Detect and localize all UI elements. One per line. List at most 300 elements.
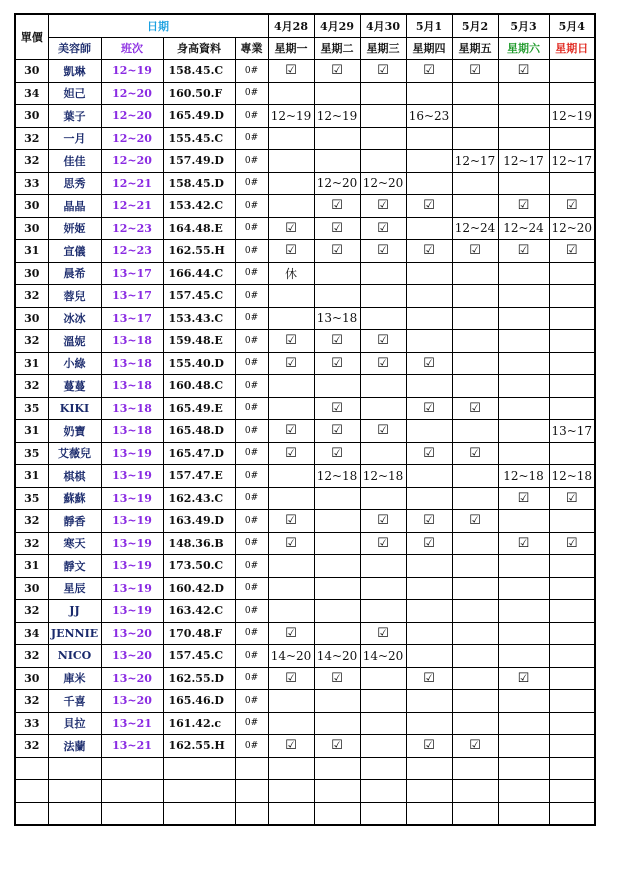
body-data-cell: 163.42.C (163, 600, 235, 623)
checkbox-checked-icon: ☑ (549, 240, 595, 263)
price-cell: 32 (15, 285, 48, 308)
specialty-cell: 0# (235, 532, 268, 555)
specialty-cell: 0# (235, 645, 268, 668)
day-cell (452, 105, 498, 128)
table-row (15, 532, 595, 555)
checkbox-checked-icon: ☑ (360, 60, 406, 83)
day-cell (360, 397, 406, 420)
stylist-name: 千喜 (48, 690, 101, 713)
weekday-header: 星期五 (452, 37, 498, 60)
empty-cell (163, 780, 235, 803)
day-cell (314, 285, 360, 308)
day-cell (549, 555, 595, 578)
day-cell (314, 127, 360, 150)
day-cell (498, 600, 549, 623)
day-cell (360, 667, 406, 690)
day-cell (549, 330, 595, 353)
body-data-cell: 157.45.C (163, 285, 235, 308)
stylist-name: 蓉兒 (48, 285, 101, 308)
table-row (15, 240, 595, 263)
stylist-name: 棋棋 (48, 465, 101, 488)
day-cell (452, 285, 498, 308)
day-cell (452, 465, 498, 488)
day-cell (549, 622, 595, 645)
day-cell (452, 330, 498, 353)
day-cell (498, 82, 549, 105)
table-row (15, 555, 595, 578)
shift-cell: 12~21 (101, 195, 163, 218)
price-cell: 32 (15, 532, 48, 555)
body-data-cell: 162.43.C (163, 487, 235, 510)
table-row (15, 150, 595, 173)
checkbox-checked-icon: ☑ (498, 487, 549, 510)
specialty-cell: 0# (235, 712, 268, 735)
day-cell (498, 285, 549, 308)
empty-cell (452, 757, 498, 780)
date-header: 5月4 (549, 14, 595, 37)
specialty-cell: 0# (235, 262, 268, 285)
day-cell (498, 262, 549, 285)
day-cell (268, 690, 314, 713)
shift-cell: 13~19 (101, 442, 163, 465)
day-cell (360, 712, 406, 735)
shift-header: 班次 (101, 37, 163, 60)
day-cell (360, 487, 406, 510)
body-data-cell: 162.55.H (163, 240, 235, 263)
day-cell (360, 127, 406, 150)
shift-cell: 13~18 (101, 397, 163, 420)
header-row-bottom (15, 37, 595, 60)
table-row (15, 577, 595, 600)
table-row (15, 712, 595, 735)
specialty-cell: 0# (235, 82, 268, 105)
day-cell (549, 307, 595, 330)
day-cell: 16~23 (406, 105, 452, 128)
empty-row (15, 802, 595, 825)
specialty-cell: 0# (235, 127, 268, 150)
day-cell: 12~20 (549, 217, 595, 240)
specialty-cell: 0# (235, 600, 268, 623)
day-cell (314, 262, 360, 285)
stylist-name: 法蘭 (48, 735, 101, 758)
shift-cell: 13~20 (101, 667, 163, 690)
checkbox-checked-icon: ☑ (314, 735, 360, 758)
empty-cell (268, 780, 314, 803)
empty-cell (268, 757, 314, 780)
price-cell: 32 (15, 375, 48, 398)
day-cell (360, 600, 406, 623)
day-cell (406, 285, 452, 308)
body-data-cell: 165.49.E (163, 397, 235, 420)
empty-cell (48, 757, 101, 780)
price-cell: 32 (15, 127, 48, 150)
weekday-header-sunday: 星期日 (549, 37, 595, 60)
stylist-name: 妍姬 (48, 217, 101, 240)
day-cell (498, 352, 549, 375)
price-cell: 32 (15, 600, 48, 623)
stylist-name: 蘇蘇 (48, 487, 101, 510)
day-cell (452, 487, 498, 510)
day-cell (549, 690, 595, 713)
day-cell: 12~24 (498, 217, 549, 240)
day-cell (549, 645, 595, 668)
body-header: 身高資料 (163, 37, 235, 60)
table-row (15, 262, 595, 285)
stylist-name: 晨希 (48, 262, 101, 285)
checkbox-checked-icon: ☑ (268, 622, 314, 645)
day-cell (360, 442, 406, 465)
day-cell: 14~20 (268, 645, 314, 668)
empty-row (15, 780, 595, 803)
body-data-cell: 161.42.c (163, 712, 235, 735)
day-cell (549, 262, 595, 285)
day-cell (452, 645, 498, 668)
day-cell (360, 307, 406, 330)
checkbox-checked-icon: ☑ (314, 60, 360, 83)
empty-cell (48, 802, 101, 825)
day-cell (452, 82, 498, 105)
shift-cell: 13~20 (101, 645, 163, 668)
day-cell (406, 487, 452, 510)
day-cell (498, 397, 549, 420)
day-cell (549, 600, 595, 623)
stylist-name: 葉子 (48, 105, 101, 128)
checkbox-checked-icon: ☑ (314, 330, 360, 353)
day-cell (360, 375, 406, 398)
stylist-name: 妲己 (48, 82, 101, 105)
day-cell (406, 375, 452, 398)
checkbox-checked-icon: ☑ (314, 397, 360, 420)
date-header: 5月2 (452, 14, 498, 37)
day-cell: 14~20 (314, 645, 360, 668)
day-cell (314, 150, 360, 173)
table-row (15, 667, 595, 690)
day-cell: 12~17 (452, 150, 498, 173)
empty-cell (549, 780, 595, 803)
day-cell (268, 150, 314, 173)
price-cell: 31 (15, 420, 48, 443)
date-header: 4月29 (314, 14, 360, 37)
day-cell (549, 127, 595, 150)
specialty-cell: 0# (235, 442, 268, 465)
schedule-rows (15, 60, 595, 826)
price-cell: 30 (15, 105, 48, 128)
table-row (15, 285, 595, 308)
price-cell: 32 (15, 510, 48, 533)
empty-cell (549, 802, 595, 825)
empty-cell (48, 780, 101, 803)
table-row (15, 60, 595, 83)
specialty-cell: 0# (235, 217, 268, 240)
day-cell (406, 150, 452, 173)
day-cell (314, 690, 360, 713)
body-data-cell: 155.40.D (163, 352, 235, 375)
day-cell (452, 195, 498, 218)
day-cell (406, 645, 452, 668)
day-cell (498, 555, 549, 578)
day-cell (549, 352, 595, 375)
checkbox-checked-icon: ☑ (406, 667, 452, 690)
day-cell (452, 307, 498, 330)
stylist-name: JJ (48, 600, 101, 623)
price-cell: 31 (15, 240, 48, 263)
checkbox-checked-icon: ☑ (314, 217, 360, 240)
specialty-cell: 0# (235, 667, 268, 690)
checkbox-checked-icon: ☑ (360, 352, 406, 375)
table-row (15, 622, 595, 645)
body-data-cell: 157.45.C (163, 645, 235, 668)
day-cell (452, 690, 498, 713)
price-cell: 30 (15, 667, 48, 690)
stylist-name: JENNIE (48, 622, 101, 645)
specialty-cell: 0# (235, 195, 268, 218)
day-cell (406, 622, 452, 645)
empty-cell (498, 757, 549, 780)
table-row (15, 105, 595, 128)
checkbox-checked-icon: ☑ (452, 240, 498, 263)
empty-cell (15, 802, 48, 825)
empty-cell (235, 802, 268, 825)
empty-row (15, 757, 595, 780)
body-data-cell: 163.49.D (163, 510, 235, 533)
checkbox-checked-icon: ☑ (268, 330, 314, 353)
specialty-cell: 0# (235, 330, 268, 353)
day-cell (314, 622, 360, 645)
day-cell (549, 442, 595, 465)
shift-cell: 13~19 (101, 465, 163, 488)
body-data-cell: 165.49.D (163, 105, 235, 128)
table-row (15, 307, 595, 330)
checkbox-checked-icon: ☑ (360, 622, 406, 645)
day-cell (452, 600, 498, 623)
price-cell: 30 (15, 577, 48, 600)
day-cell (268, 82, 314, 105)
stylist-name: 靜香 (48, 510, 101, 533)
day-cell (360, 262, 406, 285)
day-cell (268, 172, 314, 195)
empty-cell (452, 802, 498, 825)
day-cell (268, 127, 314, 150)
date-header: 5月3 (498, 14, 549, 37)
day-cell (498, 330, 549, 353)
body-data-cell: 164.48.E (163, 217, 235, 240)
body-data-cell: 158.45.C (163, 60, 235, 83)
body-data-cell: 158.45.D (163, 172, 235, 195)
specialty-header: 專業 (235, 37, 268, 60)
body-data-cell: 165.47.D (163, 442, 235, 465)
day-cell: 休 (268, 262, 314, 285)
stylist-name: 蔓蔓 (48, 375, 101, 398)
table-row (15, 420, 595, 443)
shift-cell: 13~18 (101, 352, 163, 375)
day-cell (498, 735, 549, 758)
day-cell (406, 577, 452, 600)
body-data-cell: 165.46.D (163, 690, 235, 713)
day-cell (406, 82, 452, 105)
day-cell (406, 172, 452, 195)
stylist-name: 靜文 (48, 555, 101, 578)
body-data-cell: 153.43.C (163, 307, 235, 330)
price-cell: 32 (15, 735, 48, 758)
day-cell: 12~17 (498, 150, 549, 173)
empty-cell (406, 780, 452, 803)
day-cell (406, 690, 452, 713)
day-cell (452, 532, 498, 555)
body-data-cell: 159.48.E (163, 330, 235, 353)
day-cell: 12~18 (498, 465, 549, 488)
checkbox-checked-icon: ☑ (314, 240, 360, 263)
stylist-name: KIKI (48, 397, 101, 420)
body-data-cell: 162.55.H (163, 735, 235, 758)
weekday-header-saturday: 星期六 (498, 37, 549, 60)
table-row (15, 82, 595, 105)
day-cell (498, 510, 549, 533)
empty-cell (101, 802, 163, 825)
day-cell (452, 622, 498, 645)
schedule-sheet (14, 13, 596, 826)
day-cell (314, 532, 360, 555)
day-cell (268, 600, 314, 623)
body-data-cell: 155.45.C (163, 127, 235, 150)
specialty-cell: 0# (235, 105, 268, 128)
day-cell (498, 645, 549, 668)
checkbox-checked-icon: ☑ (452, 735, 498, 758)
price-cell: 33 (15, 172, 48, 195)
shift-cell: 13~18 (101, 375, 163, 398)
table-row (15, 352, 595, 375)
specialty-cell: 0# (235, 352, 268, 375)
price-cell: 30 (15, 262, 48, 285)
empty-cell (163, 802, 235, 825)
specialty-cell: 0# (235, 465, 268, 488)
day-cell (498, 172, 549, 195)
shift-cell: 13~19 (101, 487, 163, 510)
checkbox-checked-icon: ☑ (360, 420, 406, 443)
empty-cell (163, 757, 235, 780)
shift-cell: 13~19 (101, 532, 163, 555)
price-cell: 34 (15, 82, 48, 105)
shift-cell: 13~19 (101, 555, 163, 578)
specialty-cell: 0# (235, 487, 268, 510)
table-row (15, 397, 595, 420)
stylist-name: 冰冰 (48, 307, 101, 330)
empty-cell (498, 780, 549, 803)
checkbox-checked-icon: ☑ (360, 217, 406, 240)
body-data-cell: 166.44.C (163, 262, 235, 285)
specialty-cell: 0# (235, 555, 268, 578)
price-cell: 30 (15, 60, 48, 83)
table-row (15, 375, 595, 398)
day-cell (452, 172, 498, 195)
day-cell (549, 82, 595, 105)
checkbox-checked-icon: ☑ (498, 532, 549, 555)
day-cell (452, 667, 498, 690)
checkbox-checked-icon: ☑ (314, 442, 360, 465)
checkbox-checked-icon: ☑ (549, 532, 595, 555)
day-cell (406, 262, 452, 285)
stylist-name: 凱琳 (48, 60, 101, 83)
day-cell (452, 420, 498, 443)
empty-cell (314, 780, 360, 803)
checkbox-checked-icon: ☑ (406, 735, 452, 758)
checkbox-checked-icon: ☑ (268, 735, 314, 758)
day-cell (498, 420, 549, 443)
day-cell (406, 307, 452, 330)
empty-cell (360, 757, 406, 780)
shift-cell: 13~19 (101, 600, 163, 623)
empty-cell (549, 757, 595, 780)
specialty-cell: 0# (235, 510, 268, 533)
day-cell (452, 712, 498, 735)
empty-cell (101, 780, 163, 803)
day-cell (360, 150, 406, 173)
body-data-cell: 153.42.C (163, 195, 235, 218)
day-cell (452, 577, 498, 600)
shift-cell: 12~20 (101, 82, 163, 105)
date-title: 日期 (48, 14, 268, 37)
day-cell: 12~17 (549, 150, 595, 173)
stylist-header: 美容師 (48, 37, 101, 60)
day-cell (498, 307, 549, 330)
day-cell (268, 285, 314, 308)
checkbox-checked-icon: ☑ (406, 397, 452, 420)
checkbox-checked-icon: ☑ (268, 217, 314, 240)
day-cell (360, 690, 406, 713)
checkbox-checked-icon: ☑ (406, 442, 452, 465)
weekday-header: 星期二 (314, 37, 360, 60)
checkbox-checked-icon: ☑ (268, 352, 314, 375)
day-cell (549, 285, 595, 308)
stylist-name: 寒天 (48, 532, 101, 555)
empty-cell (406, 802, 452, 825)
date-header: 4月30 (360, 14, 406, 37)
body-data-cell: 162.55.D (163, 667, 235, 690)
empty-cell (406, 757, 452, 780)
body-data-cell: 157.47.E (163, 465, 235, 488)
price-cell: 32 (15, 330, 48, 353)
day-cell (268, 195, 314, 218)
price-cell: 32 (15, 645, 48, 668)
checkbox-checked-icon: ☑ (268, 510, 314, 533)
day-cell (360, 82, 406, 105)
body-data-cell: 160.50.F (163, 82, 235, 105)
day-cell (452, 262, 498, 285)
checkbox-checked-icon: ☑ (498, 195, 549, 218)
checkbox-checked-icon: ☑ (268, 442, 314, 465)
checkbox-checked-icon: ☑ (314, 667, 360, 690)
checkbox-checked-icon: ☑ (549, 195, 595, 218)
day-cell (452, 352, 498, 375)
checkbox-checked-icon: ☑ (406, 60, 452, 83)
specialty-cell: 0# (235, 285, 268, 308)
day-cell (406, 420, 452, 443)
table-row (15, 487, 595, 510)
table-row (15, 735, 595, 758)
checkbox-checked-icon: ☑ (268, 667, 314, 690)
weekday-header: 星期一 (268, 37, 314, 60)
table-row (15, 442, 595, 465)
day-cell (314, 82, 360, 105)
body-data-cell: 173.50.C (163, 555, 235, 578)
shift-cell: 12~23 (101, 217, 163, 240)
shift-cell: 13~18 (101, 330, 163, 353)
price-cell: 34 (15, 622, 48, 645)
day-cell (498, 105, 549, 128)
checkbox-checked-icon: ☑ (360, 240, 406, 263)
day-cell (268, 577, 314, 600)
day-cell (549, 397, 595, 420)
specialty-cell: 0# (235, 60, 268, 83)
